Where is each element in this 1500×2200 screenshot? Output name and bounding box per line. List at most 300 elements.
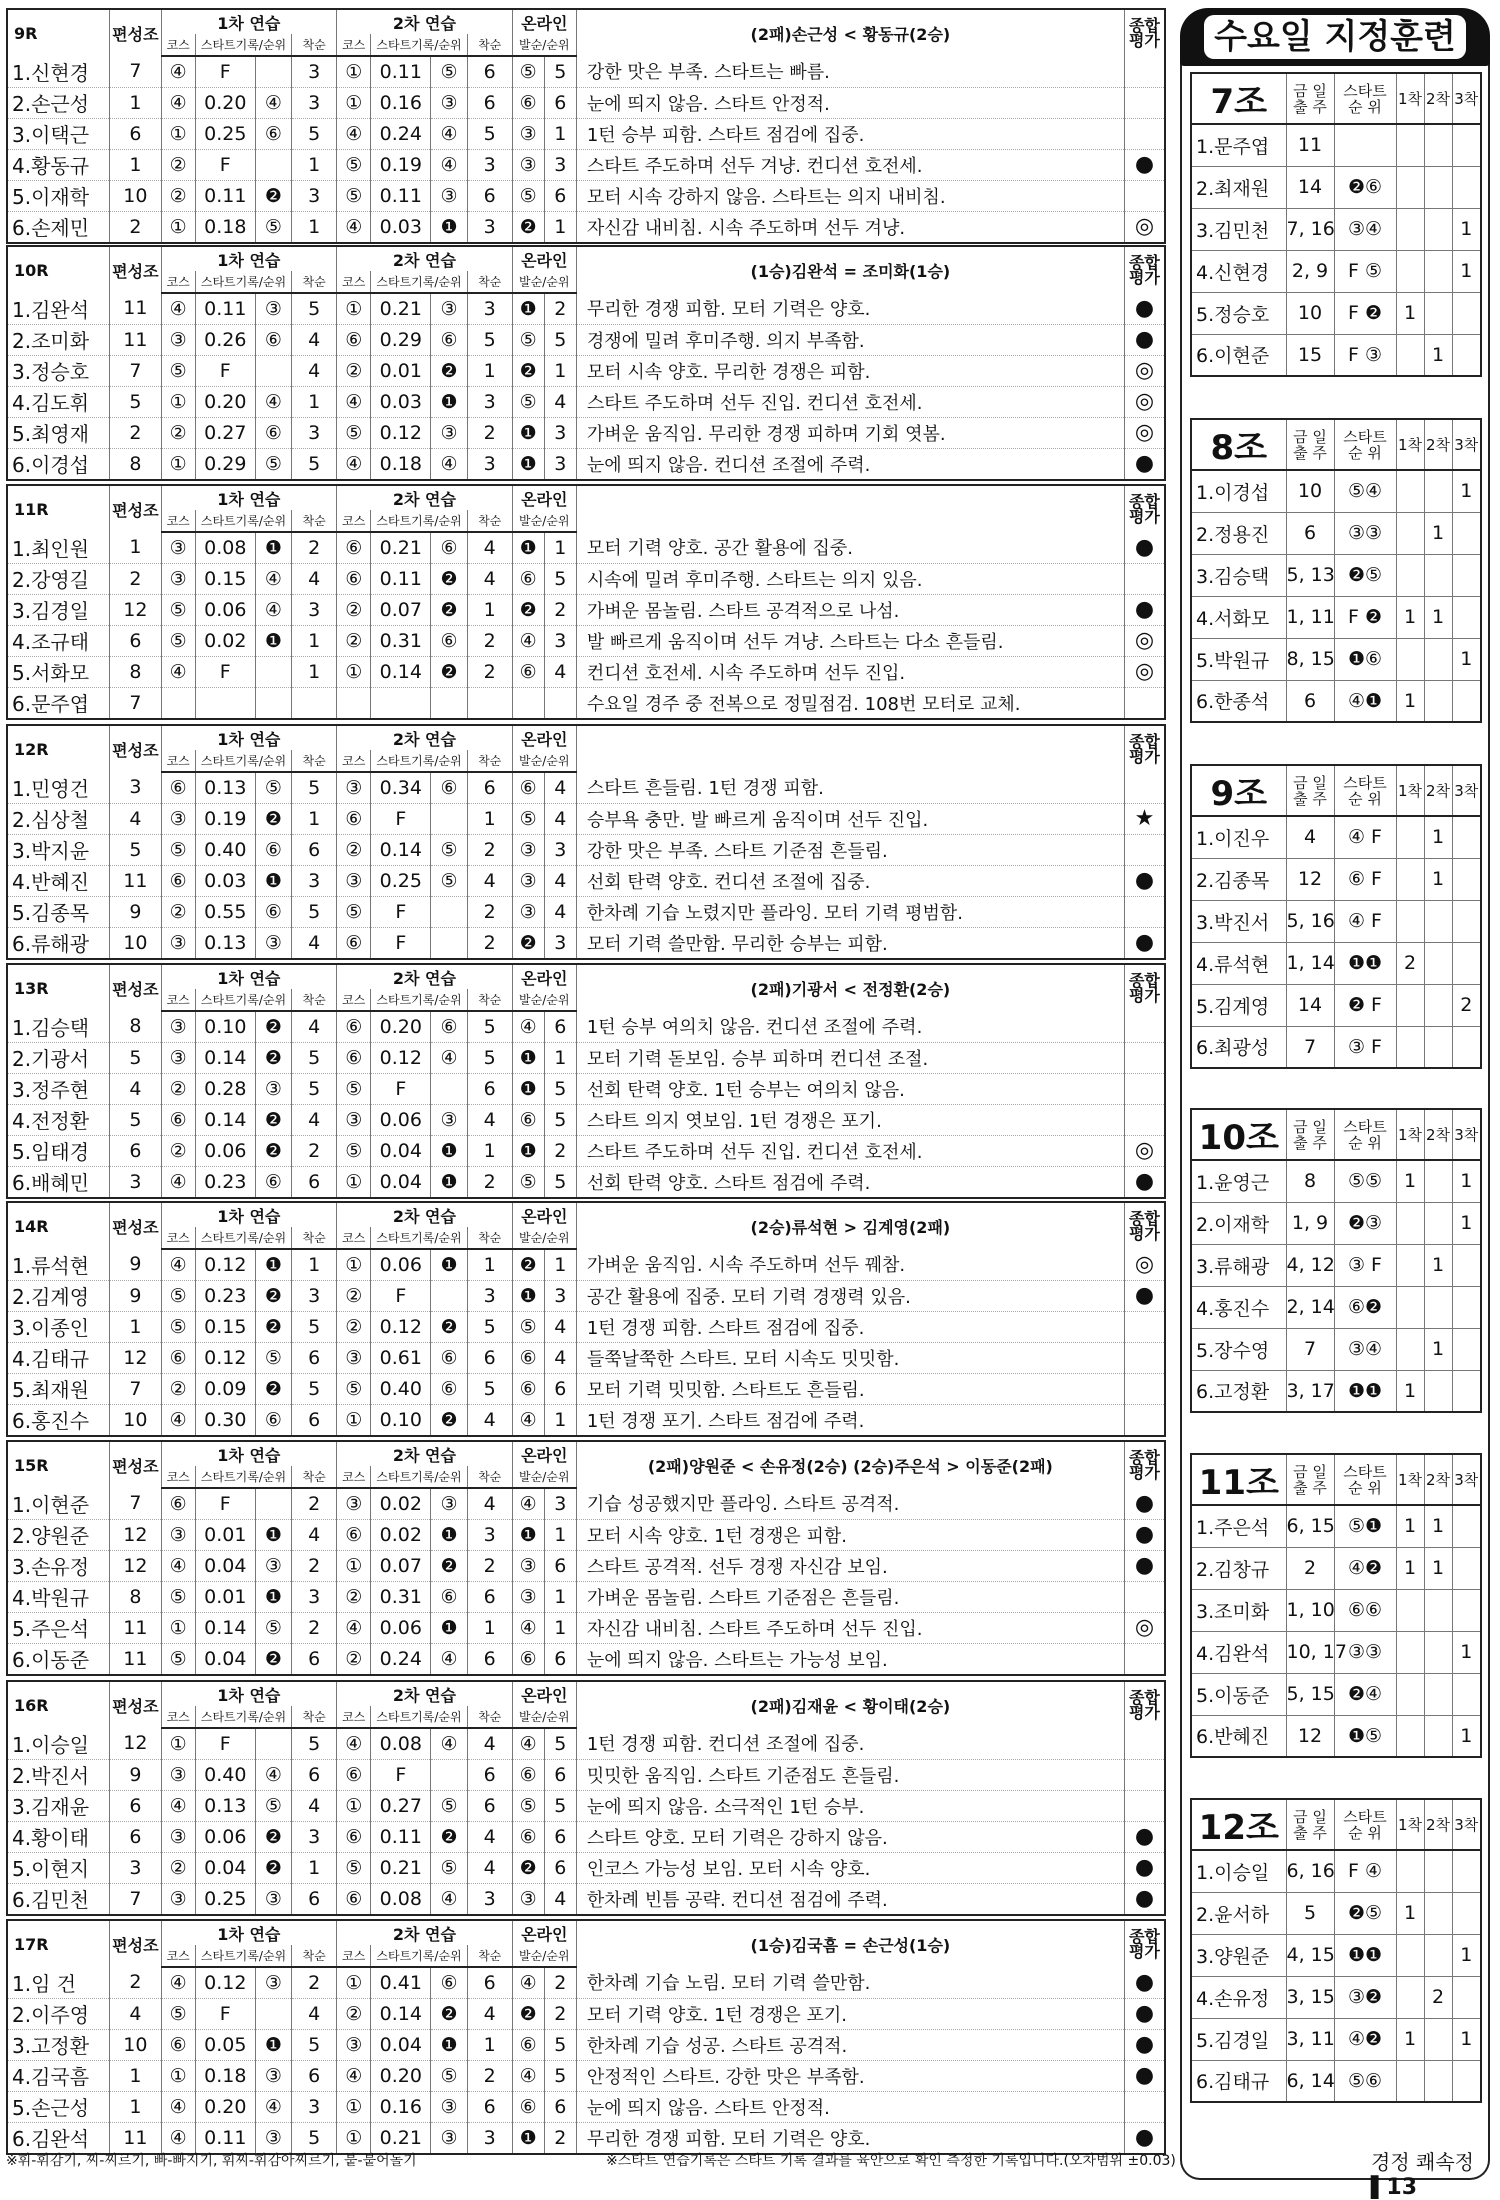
race-days: 14 [1286, 166, 1334, 208]
trainee-name: 4.신현경 [1191, 250, 1286, 292]
online-sub-subheader: 발순/순위 [512, 1706, 576, 1728]
first-count: 1 [1396, 292, 1424, 334]
comment: 발 빠르게 움직이며 선두 겨냥. 스타트는 다소 흔들림. [576, 625, 1124, 656]
p1-course: ⑥ [161, 865, 195, 896]
p2-start-time: 0.31 [371, 1581, 431, 1612]
racer-row [8, 687, 1164, 718]
evaluation-mark [1124, 896, 1164, 927]
group-no: 12 [110, 1728, 161, 1759]
p2-start-rank: ③ [431, 2091, 467, 2122]
p1-start-time: 0.25 [195, 1883, 255, 1914]
p2-finish: 5 [467, 1373, 512, 1404]
matchup-note: (2패)기광서 < 전정환(2승) [576, 965, 1124, 1011]
racer-name: 6.김민천 [8, 1883, 110, 1914]
race-days: 6, 14 [1286, 2060, 1334, 2102]
group-no: 5 [110, 1042, 161, 1073]
comment: 스타트 주도하며 선두 겨냥. 컨디션 호전세. [576, 149, 1124, 180]
third-count [1452, 1286, 1481, 1328]
online-rank: 3 [544, 448, 576, 479]
start-ranks: F ❷ [1334, 292, 1396, 334]
comment: 들쭉날쭉한 스타트. 모터 시속도 밋밋함. [576, 1342, 1124, 1373]
third-count: 1 [1452, 250, 1481, 292]
online-rank: 1 [544, 1581, 576, 1612]
p2-course: ② [337, 1581, 371, 1612]
second-count [1424, 1673, 1452, 1715]
footer-legend: ※휘-휘감기, 찌-찌르기, 빠-빠지기, 휘찌-휘감아찌르기, 붙-붙어돌기 [6, 2153, 417, 2169]
p1-start-time: 0.14 [195, 1612, 255, 1643]
p2-start-time: 0.06 [371, 1612, 431, 1643]
race-days: 7 [1286, 1328, 1334, 1370]
racer-row [8, 1883, 1164, 1914]
online-sub-subheader: 발순/순위 [512, 510, 576, 532]
evaluation-mark: ● [1124, 2029, 1164, 2060]
p2-start-time: 0.11 [371, 180, 431, 211]
evaluation-mark: ◎ [1124, 1612, 1164, 1643]
p1-course: ④ [161, 2091, 195, 2122]
online-rank: 5 [544, 563, 576, 594]
online-rank: 1 [544, 118, 576, 149]
first-count: 1 [1396, 680, 1424, 722]
comment: 모터 기력 돋보임. 승부 피하며 컨디션 조절. [576, 1042, 1124, 1073]
third-header: 3착 [1452, 419, 1481, 470]
practice2-header: 2차 연습 [337, 247, 513, 271]
racer-name: 6.홍진수 [8, 1404, 110, 1435]
start-record-subheader: 스타트기록/순위 [195, 510, 291, 532]
comment: 시속에 밀려 후미주행. 스타트는 의지 있음. [576, 563, 1124, 594]
online-start: ③ [512, 1550, 544, 1581]
p1-start-time: 0.12 [195, 1342, 255, 1373]
first-count [1396, 858, 1424, 900]
group-no: 11 [110, 293, 161, 324]
trainee-name: 6.이현준 [1191, 334, 1286, 376]
p1-finish: 2 [292, 1550, 337, 1581]
p1-start-time: 0.06 [195, 1821, 255, 1852]
p1-finish: 5 [292, 2122, 337, 2153]
training-group-table [1190, 764, 1482, 1069]
comment: 자신감 내비침. 시속 주도하며 선두 겨냥. [576, 211, 1124, 242]
p1-course: ③ [161, 1883, 195, 1914]
p2-course: ④ [337, 211, 371, 242]
p2-course: ⑥ [337, 1883, 371, 1914]
start-ranks: ❷④ [1334, 1673, 1396, 1715]
group-no: 6 [110, 1135, 161, 1166]
start-ranks: ⑤⑥ [1334, 2060, 1396, 2102]
p2-start-rank: ❶ [431, 386, 467, 417]
race-block [6, 724, 1166, 960]
p1-finish: 1 [292, 1852, 337, 1883]
p1-finish: 1 [292, 656, 337, 687]
online-start: ③ [512, 1581, 544, 1612]
racer-row [8, 1852, 1164, 1883]
p2-start-rank: ⑤ [431, 834, 467, 865]
race-block [6, 245, 1166, 481]
online-start: ⑤ [512, 56, 544, 87]
online-rank: 1 [544, 1042, 576, 1073]
evaluation-mark: ● [1124, 532, 1164, 563]
p2-finish: 1 [467, 1135, 512, 1166]
comment: 1턴 경쟁 피함. 스타트 점검에 집중. [576, 1311, 1124, 1342]
group-no: 2 [110, 563, 161, 594]
trainee-row [1191, 250, 1481, 292]
group-no: 9 [110, 1280, 161, 1311]
online-rank: 6 [544, 1011, 576, 1042]
p1-finish: 5 [292, 448, 337, 479]
third-count [1452, 680, 1481, 722]
group-no: 9 [110, 896, 161, 927]
online-start: ❶ [512, 448, 544, 479]
p2-start-time: 0.06 [371, 1249, 431, 1280]
third-count [1452, 1328, 1481, 1370]
p1-finish: 6 [292, 1643, 337, 1674]
start-record-subheader: 스타트기록/순위 [195, 750, 291, 772]
group-no: 9 [110, 1249, 161, 1280]
second-header: 2착 [1424, 1454, 1452, 1505]
p1-course: ④ [161, 1550, 195, 1581]
group-no: 10 [110, 1404, 161, 1435]
racer-row [8, 1790, 1164, 1821]
first-count: 1 [1396, 596, 1424, 638]
online-sub-subheader: 발순/순위 [512, 989, 576, 1011]
first-count [1396, 512, 1424, 554]
p1-course: ③ [161, 803, 195, 834]
p2-start-time: 0.08 [371, 1728, 431, 1759]
p1-start-rank [255, 1488, 291, 1519]
p1-finish: 6 [292, 1404, 337, 1435]
start-ranks: ⑥ F [1334, 858, 1396, 900]
online-rank: 3 [544, 149, 576, 180]
course-subheader: 코스 [337, 34, 371, 56]
p1-start-rank [255, 149, 291, 180]
p1-start-time: F [195, 56, 255, 87]
p2-finish: 3 [467, 293, 512, 324]
p2-start-rank: ❷ [431, 594, 467, 625]
first-header: 1착 [1396, 73, 1424, 124]
evaluation-mark: ● [1124, 2060, 1164, 2091]
course-subheader: 코스 [161, 34, 195, 56]
start-ranks: ④❶ [1334, 680, 1396, 722]
p2-start-rank: ❶ [431, 211, 467, 242]
race-number: 13R [8, 965, 110, 1011]
third-count: 1 [1452, 1934, 1481, 1976]
online-rank: 3 [544, 1280, 576, 1311]
start-record-subheader: 스타트기록/순위 [371, 1466, 467, 1488]
trainee-row [1191, 1631, 1481, 1673]
p2-course: ④ [337, 118, 371, 149]
start-header: 스타트 순 위 [1334, 1109, 1396, 1160]
p2-start-time: 0.21 [371, 2122, 431, 2153]
p2-start-rank: ❷ [431, 1998, 467, 2029]
race-days: 4 [1286, 816, 1334, 858]
evaluation-mark [1124, 87, 1164, 118]
p1-start-rank [255, 1998, 291, 2029]
p2-start-rank [431, 1073, 467, 1104]
p1-start-time: 0.15 [195, 563, 255, 594]
start-record-subheader: 스타트기록/순위 [195, 989, 291, 1011]
trainee-row [1191, 1286, 1481, 1328]
p2-start-time: 0.07 [371, 594, 431, 625]
p1-finish: 2 [292, 1612, 337, 1643]
race-number: 15R [8, 1442, 110, 1488]
comment: 스타트 의지 엿보임. 1턴 경쟁은 포기. [576, 1104, 1124, 1135]
online-start: ④ [512, 2060, 544, 2091]
group-no: 11 [110, 865, 161, 896]
group-no: 8 [110, 1011, 161, 1042]
p2-finish: 6 [467, 1643, 512, 1674]
p2-start-time: 0.18 [371, 448, 431, 479]
p1-start-time: F [195, 1488, 255, 1519]
start-ranks: ⑤⑤ [1334, 1160, 1396, 1202]
online-sub-subheader: 발순/순위 [512, 1945, 576, 1967]
p2-finish: 2 [467, 656, 512, 687]
p2-start-rank: ③ [431, 87, 467, 118]
race-days: 10 [1286, 470, 1334, 512]
group-no: 1 [110, 2060, 161, 2091]
comment: 수요일 경주 중 전복으로 정밀점검. 108번 모터로 교체. [576, 687, 1124, 718]
p2-finish: 3 [467, 1519, 512, 1550]
third-count [1452, 1244, 1481, 1286]
start-record-subheader: 스타트기록/순위 [371, 34, 467, 56]
comment: 가벼운 몸놀림. 스타트 공격적으로 나섬. [576, 594, 1124, 625]
matchup-note: (2승)류석현 > 김계영(2패) [576, 1203, 1124, 1249]
p1-start-time: 0.14 [195, 1104, 255, 1135]
p1-start-rank: ❷ [255, 1135, 291, 1166]
third-count: 1 [1452, 1715, 1481, 1757]
p1-start-time: F [195, 1998, 255, 2029]
racer-name: 1.김완석 [8, 293, 110, 324]
second-count [1424, 554, 1452, 596]
start-record-subheader: 스타트기록/순위 [195, 1227, 291, 1249]
comment: 1턴 경쟁 피함. 컨디션 조절에 집중. [576, 1728, 1124, 1759]
eval-header: 종합평가 [1128, 732, 1160, 766]
practice1-header: 1차 연습 [161, 10, 337, 34]
course-subheader: 코스 [161, 989, 195, 1011]
p2-start-time: 0.04 [371, 1166, 431, 1197]
first-count [1396, 1244, 1424, 1286]
p1-start-time: 0.29 [195, 448, 255, 479]
evaluation-mark [1124, 1011, 1164, 1042]
p1-finish: 3 [292, 56, 337, 87]
start-record-subheader: 스타트기록/순위 [371, 750, 467, 772]
training-group-table [1190, 72, 1482, 377]
racer-row [8, 1550, 1164, 1581]
first-count [1396, 2060, 1424, 2102]
p1-course [161, 687, 195, 718]
trainee-row [1191, 1202, 1481, 1244]
p2-start-time: 0.10 [371, 1404, 431, 1435]
p1-course: ④ [161, 1790, 195, 1821]
racer-row [8, 1488, 1164, 1519]
group-no: 8 [110, 448, 161, 479]
p1-course: ③ [161, 1759, 195, 1790]
p2-start-rank: ③ [431, 180, 467, 211]
group-header: 편성조 [110, 486, 161, 532]
race-days: 15 [1286, 334, 1334, 376]
p1-start-rank: ❷ [255, 1104, 291, 1135]
third-count: 1 [1452, 638, 1481, 680]
p2-finish: 3 [467, 149, 512, 180]
group-no: 10 [110, 927, 161, 958]
p2-finish: 4 [467, 1104, 512, 1135]
racer-name: 5.최영재 [8, 417, 110, 448]
start-header: 스타트 순 위 [1334, 1454, 1396, 1505]
third-count [1452, 1589, 1481, 1631]
second-count [1424, 984, 1452, 1026]
training-group-table [1190, 418, 1482, 723]
practice1-header: 1차 연습 [161, 1442, 337, 1466]
group-no: 11 [110, 1612, 161, 1643]
practice1-header: 1차 연습 [161, 247, 337, 271]
p1-finish: 4 [292, 324, 337, 355]
group-no: 6 [110, 1790, 161, 1821]
p2-course: ① [337, 1550, 371, 1581]
p2-start-time [371, 687, 431, 718]
trainee-row [1191, 334, 1481, 376]
p2-start-time: 0.41 [371, 1967, 431, 1998]
p2-start-rank: ❷ [431, 355, 467, 386]
p1-finish: 1 [292, 149, 337, 180]
p1-start-rank: ⑥ [255, 1166, 291, 1197]
p2-course: ⑤ [337, 1135, 371, 1166]
race-number: 10R [8, 247, 110, 293]
group-no: 6 [110, 625, 161, 656]
second-header: 2착 [1424, 419, 1452, 470]
trainee-row [1191, 1244, 1481, 1286]
evaluation-mark: ◎ [1124, 417, 1164, 448]
first-header: 1착 [1396, 1799, 1424, 1850]
second-count: 2 [1424, 1976, 1452, 2018]
race-days: 7 [1286, 1026, 1334, 1068]
p2-start-rank: ❶ [431, 1135, 467, 1166]
online-start: ⑤ [512, 324, 544, 355]
p1-start-time: 0.04 [195, 1852, 255, 1883]
first-count [1396, 638, 1424, 680]
brand-name: 경정 쾌속정 [1371, 2150, 1474, 2174]
p1-start-rank: ❷ [255, 1042, 291, 1073]
p1-start-rank: ❶ [255, 2029, 291, 2060]
p1-course: ② [161, 417, 195, 448]
p1-start-time: 0.23 [195, 1280, 255, 1311]
p2-start-time: 0.12 [371, 417, 431, 448]
p1-start-rank: ③ [255, 1883, 291, 1914]
online-sub-subheader: 발순/순위 [512, 271, 576, 293]
group-header: 편성조 [110, 1203, 161, 1249]
p1-start-time: 0.02 [195, 625, 255, 656]
p2-course: ① [337, 1166, 371, 1197]
first-header: 1착 [1396, 1109, 1424, 1160]
p2-start-rank: ❷ [431, 563, 467, 594]
p2-finish: 2 [467, 834, 512, 865]
p2-finish: 5 [467, 324, 512, 355]
race-number: 9R [8, 10, 110, 56]
race-days: 4, 15 [1286, 1934, 1334, 1976]
third-count: 1 [1452, 2018, 1481, 2060]
comment: 스타트 양호. 모터 기력은 강하지 않음. [576, 1821, 1124, 1852]
group-no: 2 [110, 417, 161, 448]
race-days: 2, 14 [1286, 1286, 1334, 1328]
evaluation-mark [1124, 1581, 1164, 1612]
group-no: 8 [110, 656, 161, 687]
online-rank: 6 [544, 1821, 576, 1852]
p1-finish: 4 [292, 563, 337, 594]
p2-course: ③ [337, 865, 371, 896]
trainee-name: 1.이진우 [1191, 816, 1286, 858]
group-no: 12 [110, 1550, 161, 1581]
evaluation-mark [1124, 1643, 1164, 1674]
p1-course: ⑥ [161, 1488, 195, 1519]
eval-header: 종합평가 [1128, 492, 1160, 526]
racer-row [8, 448, 1164, 479]
second-count [1424, 1026, 1452, 1068]
first-count [1396, 1589, 1424, 1631]
start-header: 스타트 순 위 [1334, 1799, 1396, 1850]
race-days: 2, 9 [1286, 250, 1334, 292]
p1-finish: 4 [292, 927, 337, 958]
p1-start-rank: ❶ [255, 1581, 291, 1612]
p1-course: ① [161, 2060, 195, 2091]
finish-subheader: 착순 [467, 271, 512, 293]
online-start: ❷ [512, 1852, 544, 1883]
racer-name: 4.김도휘 [8, 386, 110, 417]
p2-course: ② [337, 1998, 371, 2029]
online-header: 온라인 [512, 10, 576, 34]
days-header: 금 일 출 주 [1286, 1799, 1334, 1850]
finish-subheader: 착순 [292, 1706, 337, 1728]
third-count [1452, 2060, 1481, 2102]
racer-name: 2.강영길 [8, 563, 110, 594]
group-no: 8 [110, 1581, 161, 1612]
evaluation-mark [1124, 1042, 1164, 1073]
p1-finish: 5 [292, 1042, 337, 1073]
p2-start-time: 0.01 [371, 355, 431, 386]
comment: 한차례 기습 성공. 스타트 공격적. [576, 2029, 1124, 2060]
online-start: ⑤ [512, 1311, 544, 1342]
online-rank: 4 [544, 386, 576, 417]
evaluation-mark [1124, 2091, 1164, 2122]
racer-name: 4.반혜진 [8, 865, 110, 896]
second-count: 1 [1424, 816, 1452, 858]
p2-course: ④ [337, 386, 371, 417]
start-header: 스타트 순 위 [1334, 73, 1396, 124]
trainee-row [1191, 1328, 1481, 1370]
online-start: ❷ [512, 594, 544, 625]
online-start: ③ [512, 834, 544, 865]
racer-row [8, 2060, 1164, 2091]
evaluation-mark [1124, 1342, 1164, 1373]
p2-start-rank [431, 927, 467, 958]
trainee-name: 3.류해광 [1191, 1244, 1286, 1286]
practice2-header: 2차 연습 [337, 486, 513, 510]
comment: 스타트 공격적. 선두 경쟁 자신감 보임. [576, 1550, 1124, 1581]
online-start: ⑤ [512, 1790, 544, 1821]
start-ranks: ③❷ [1334, 1976, 1396, 2018]
p1-course: ① [161, 118, 195, 149]
group-name: 7조 [1191, 73, 1286, 124]
group-header-row [1191, 419, 1481, 470]
race-days: 6, 15 [1286, 1505, 1334, 1547]
trainee-name: 3.김승택 [1191, 554, 1286, 596]
p2-finish: 2 [467, 1166, 512, 1197]
evaluation-mark [1124, 834, 1164, 865]
evaluation-mark [1124, 563, 1164, 594]
online-rank: 3 [544, 834, 576, 865]
p1-course: ⑤ [161, 834, 195, 865]
p1-start-rank: ⑤ [255, 211, 291, 242]
practice2-header: 2차 연습 [337, 1442, 513, 1466]
p1-start-rank: ⑤ [255, 1790, 291, 1821]
second-count [1424, 1715, 1452, 1757]
race-block [6, 1919, 1166, 2155]
p1-course: ③ [161, 1042, 195, 1073]
